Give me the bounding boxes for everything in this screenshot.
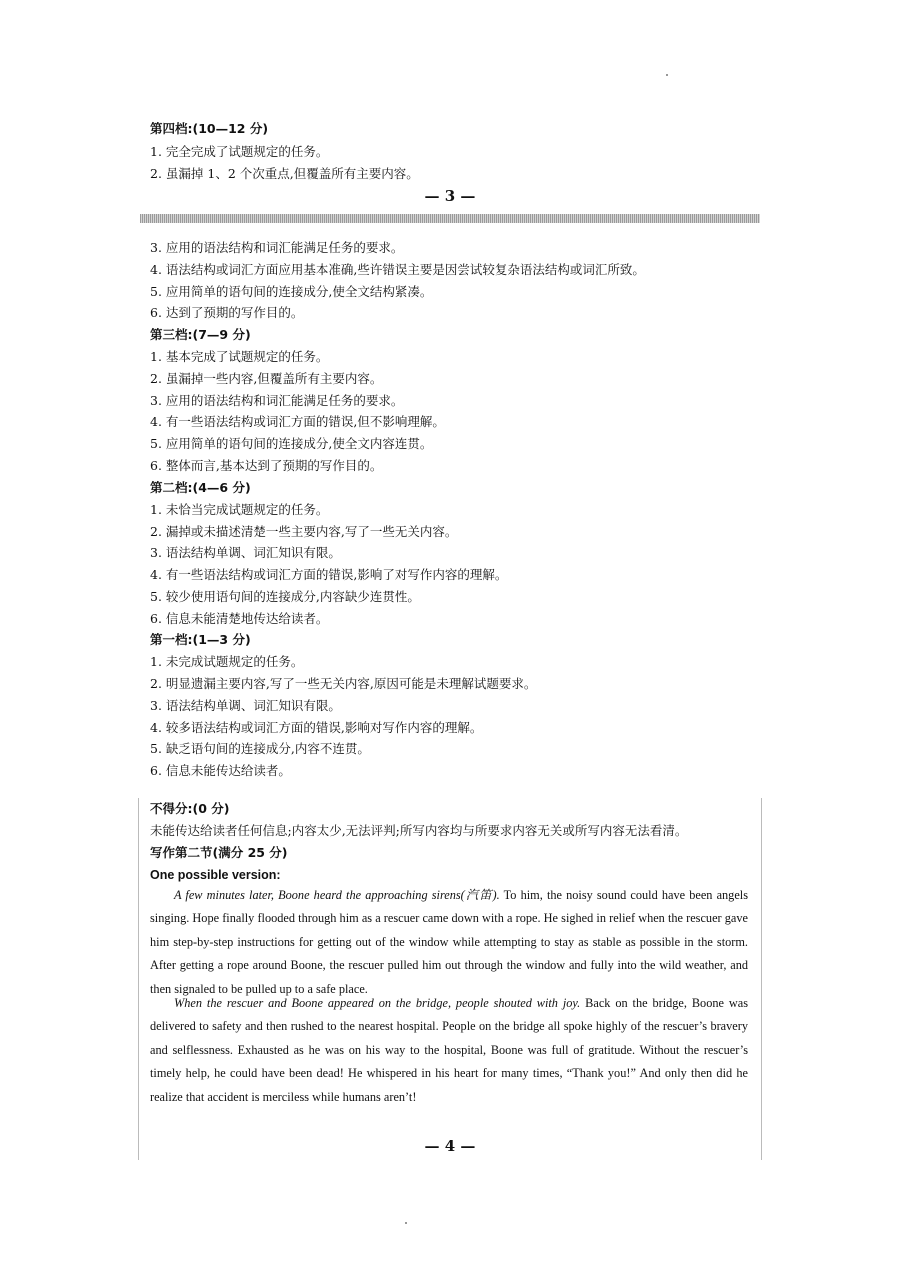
band3-item-6: 6. 整体而言,基本达到了预期的写作目的。: [150, 458, 383, 473]
band2-item-1: 1. 未恰当完成试题规定的任务。: [150, 502, 329, 517]
rubric-item-3: 3. 应用的语法结构和词汇能满足任务的要求。: [150, 240, 404, 255]
right-border-line: [761, 798, 762, 1160]
essay-paragraph-1-lead: A few minutes later, Boone heard the approaching sirens(汽笛).: [174, 888, 500, 902]
band3-heading: 第三档:(7—9 分): [150, 327, 251, 342]
band1-heading: 第一档:(1—3 分): [150, 632, 251, 647]
band4-heading: 第四档:(10—12 分): [150, 121, 269, 136]
band2-item-5: 5. 较少使用语句间的连接成分,内容缺少连贯性。: [150, 589, 420, 604]
page-divider: [140, 214, 760, 223]
band3-item-4: 4. 有一些语法结构或词汇方面的错误,但不影响理解。: [150, 414, 445, 429]
band4-item-1: 1. 完全完成了试题规定的任务。: [150, 144, 329, 159]
band0-heading: 不得分:(0 分): [150, 801, 230, 816]
band1-item-5: 5. 缺乏语句间的连接成分,内容不连贯。: [150, 741, 370, 756]
rubric-item-5: 5. 应用简单的语句间的连接成分,使全文结构紧凑。: [150, 284, 433, 299]
band4-item-2: 2. 虽漏掉 1、2 个次重点,但覆盖所有主要内容。: [150, 166, 419, 181]
rubric-item-4: 4. 语法结构或词汇方面应用基本准确,些许错误主要是因尝试较复杂语法结构或词汇所致。: [150, 262, 645, 277]
essay-paragraph-2-lead: When the rescuer and Boone appeared on the bridge, people shouted with joy.: [174, 996, 581, 1010]
band3-item-3: 3. 应用的语法结构和词汇能满足任务的要求。: [150, 393, 404, 408]
band1-item-2: 2. 明显遗漏主要内容,写了一些无关内容,原因可能是未理解试题要求。: [150, 676, 537, 691]
essay-paragraph-2-body: Back on the bridge, Boone was delivered to safety and then rushed to the nearest hospital. People on the bridge all spoke highly of the rescuer’s bravery and selflessness. Exhausted as he was on his way to the hospital, Boone was full of gratitude. Without the rescuer’s timely help, he could have been dead! He whispered in his heart for many times, “Thank you!” And only then did he realize that accident is merciless while humans aren’t!: [150, 996, 748, 1104]
band3-item-1: 1. 基本完成了试题规定的任务。: [150, 349, 329, 364]
essay-paragraph-1: [150, 884, 748, 1001]
version-label: One possible version:: [150, 868, 281, 882]
band1-item-4: 4. 较多语法结构或词汇方面的错误,影响对写作内容的理解。: [150, 720, 483, 735]
page-number-4: — 4 —: [424, 1137, 476, 1155]
band2-item-3: 3. 语法结构单调、词汇知识有限。: [150, 545, 341, 560]
band0-text: 未能传达给读者任何信息;内容太少,无法评判;所写内容均与所要求内容无关或所写内容无法看清。: [150, 823, 688, 838]
band2-item-4: 4. 有一些语法结构或词汇方面的错误,影响了对写作内容的理解。: [150, 567, 508, 582]
scan-speck: [405, 1222, 407, 1224]
essay-paragraph-2: [150, 992, 748, 1109]
scan-speck: [666, 74, 668, 76]
band2-heading: 第二档:(4—6 分): [150, 480, 251, 495]
band3-item-5: 5. 应用简单的语句间的连接成分,使全文内容连贯。: [150, 436, 433, 451]
band1-item-6: 6. 信息未能传达给读者。: [150, 763, 291, 778]
band3-item-2: 2. 虽漏掉一些内容,但覆盖所有主要内容。: [150, 371, 383, 386]
band1-item-1: 1. 未完成试题规定的任务。: [150, 654, 304, 669]
section2-heading: 写作第二节(满分 25 分): [150, 845, 288, 860]
rubric-item-6: 6. 达到了预期的写作目的。: [150, 305, 304, 320]
band2-item-2: 2. 漏掉或未描述清楚一些主要内容,写了一些无关内容。: [150, 524, 458, 539]
band1-item-3: 3. 语法结构单调、词汇知识有限。: [150, 698, 341, 713]
left-border-line: [138, 798, 139, 1160]
essay-paragraph-1-body: To him, the noisy sound could have been angels singing. Hope finally flooded through him as a rescuer came down with a rope. He sighed in relief when the rescuer gave him step-by-step instructions for getting out of the window while attempting to stay as stable as possible in the storm. After getting a rope around Boone, the rescuer pulled him out through the window and fully into the wild weather, and then signaled to be pulled up to a safe place.: [150, 888, 748, 996]
band2-item-6: 6. 信息未能清楚地传达给读者。: [150, 611, 329, 626]
page-number-3: — 3 —: [424, 187, 476, 205]
